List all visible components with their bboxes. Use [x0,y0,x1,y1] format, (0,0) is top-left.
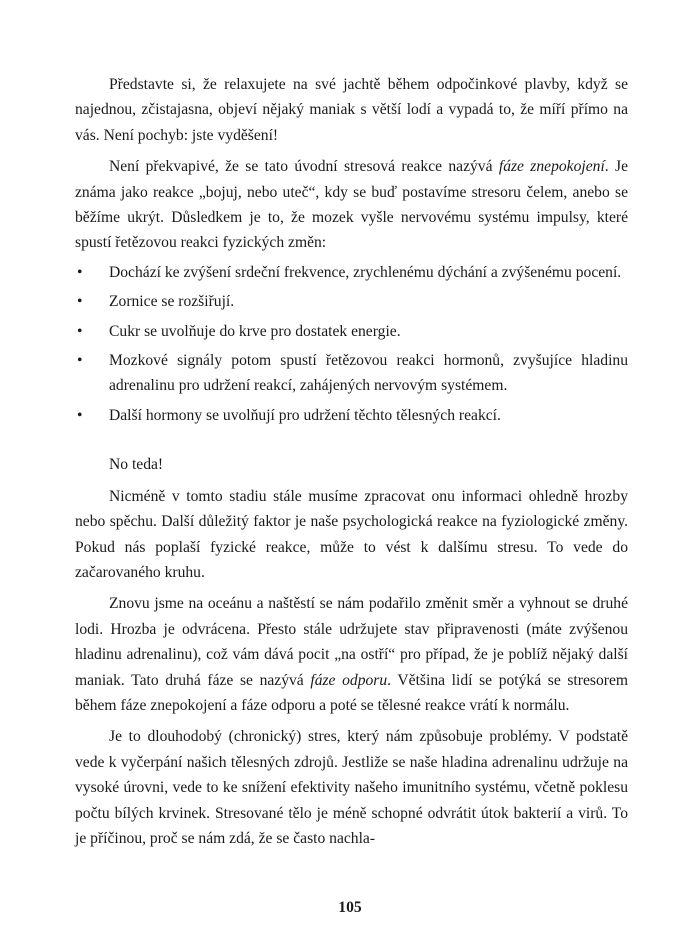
paragraph: Nicméně v tomto stadiu stále musíme zpracovat onu informaci ohledně hrozby nebo spěchu. Další důležitý faktor je naše psychologická reakce na fyziologické změny. Pokud nás poplaší fyzické reakce, může to vést k dalšímu stresu. To vede do začarovaného kruhu. [75,487,628,581]
list-item [75,319,628,344]
text-run: . Většina lidí se potýká se stresorem během fáze znepokojení a fáze odporu a poté se tělesné reakce vrátí k normálu. [75,671,628,714]
paragraph: Je to dlouhodobý (chronický) stres, který nám způsobuje problémy. V podstatě vede k vyčerpání našich tělesných zdrojů. Jestliže se naše hladina adrenalinu udržuje na vysoké úrovni, vede to ke snížení efektivity našeho imunitního systému, včetně poklesu počtu bílých krvinek. Stresované tělo je méně schopné odvrátit útok bakterií a virů. To je příčinou, proč se nám zdá, že se často nachla- [75,728,628,847]
paragraph: Představte si, že relaxujete na své jachtě během odpočinkové plavby, když se najednou, zčistajasna, objeví nějaký maniak s větší lodí a vypadá to, že míří přímo na vás. Není pochyb: jste vyděšení! [75,76,628,144]
list-item-text: Zornice se rozšiřují. [109,293,235,311]
paragraph [75,591,628,718]
bullet-marker: • [77,263,83,281]
bullet-marker: • [77,293,83,311]
page-body [75,72,628,851]
emphasis-term: fáze odporu [310,671,388,689]
list-item-text: Mozkové signály potom spustí řetězovou reakci hormonů, zvyšujíce hladinu adrenalinu pro udržení reakcí, zahájených nervovým systémem. [109,352,628,395]
bullet-marker: • [77,322,83,340]
list-item-text: Dochází ke zvýšení srdeční frekvence, zrychlenému dýchání a zvýšenému pocení. [109,263,622,281]
emphasis-term: fáze znepokojení [498,158,605,176]
text-run: Znovu jsme na oceánu a naštěstí se nám podařilo změnit směr a vyhnout se druhé lodi. Hrozba je odvrácena. Přesto stále udržujete stav připravenosti (máte zvýšenou hladinu adrenalinu), což vám dává pocit „na ostří“ pro případ, že je poblíž nějaký další maniak. Tato druhá fáze se nazývá [75,595,628,689]
text-run: Není překvapivé, že se tato úvodní stresová reakce nazývá [109,158,499,176]
list-item [75,403,628,428]
list-item-text: Další hormony se uvolňují pro udržení těchto tělesných reakcí. [109,406,501,424]
bullet-marker: • [77,406,83,424]
bullet-list [75,260,628,428]
bullet-marker: • [77,352,83,370]
text-run: . Je známa jako reakce „bojuj, nebo uteč“, kdy se buď postavíme stresoru čelem, anebo se běžíme ukrýt. Důsledkem je to, že mozek vyšle nervovému systému impulsy, které spustí řetězovou reakci fyzických změn: [75,158,629,252]
paragraph: No teda! [109,456,164,474]
list-item-text: Cukr se uvolňuje do krve pro dostatek energie. [109,322,401,340]
list-item [75,348,628,399]
page-number: 105 [338,899,362,916]
paragraph [75,154,628,256]
list-item [75,289,628,314]
list-item [75,260,628,285]
